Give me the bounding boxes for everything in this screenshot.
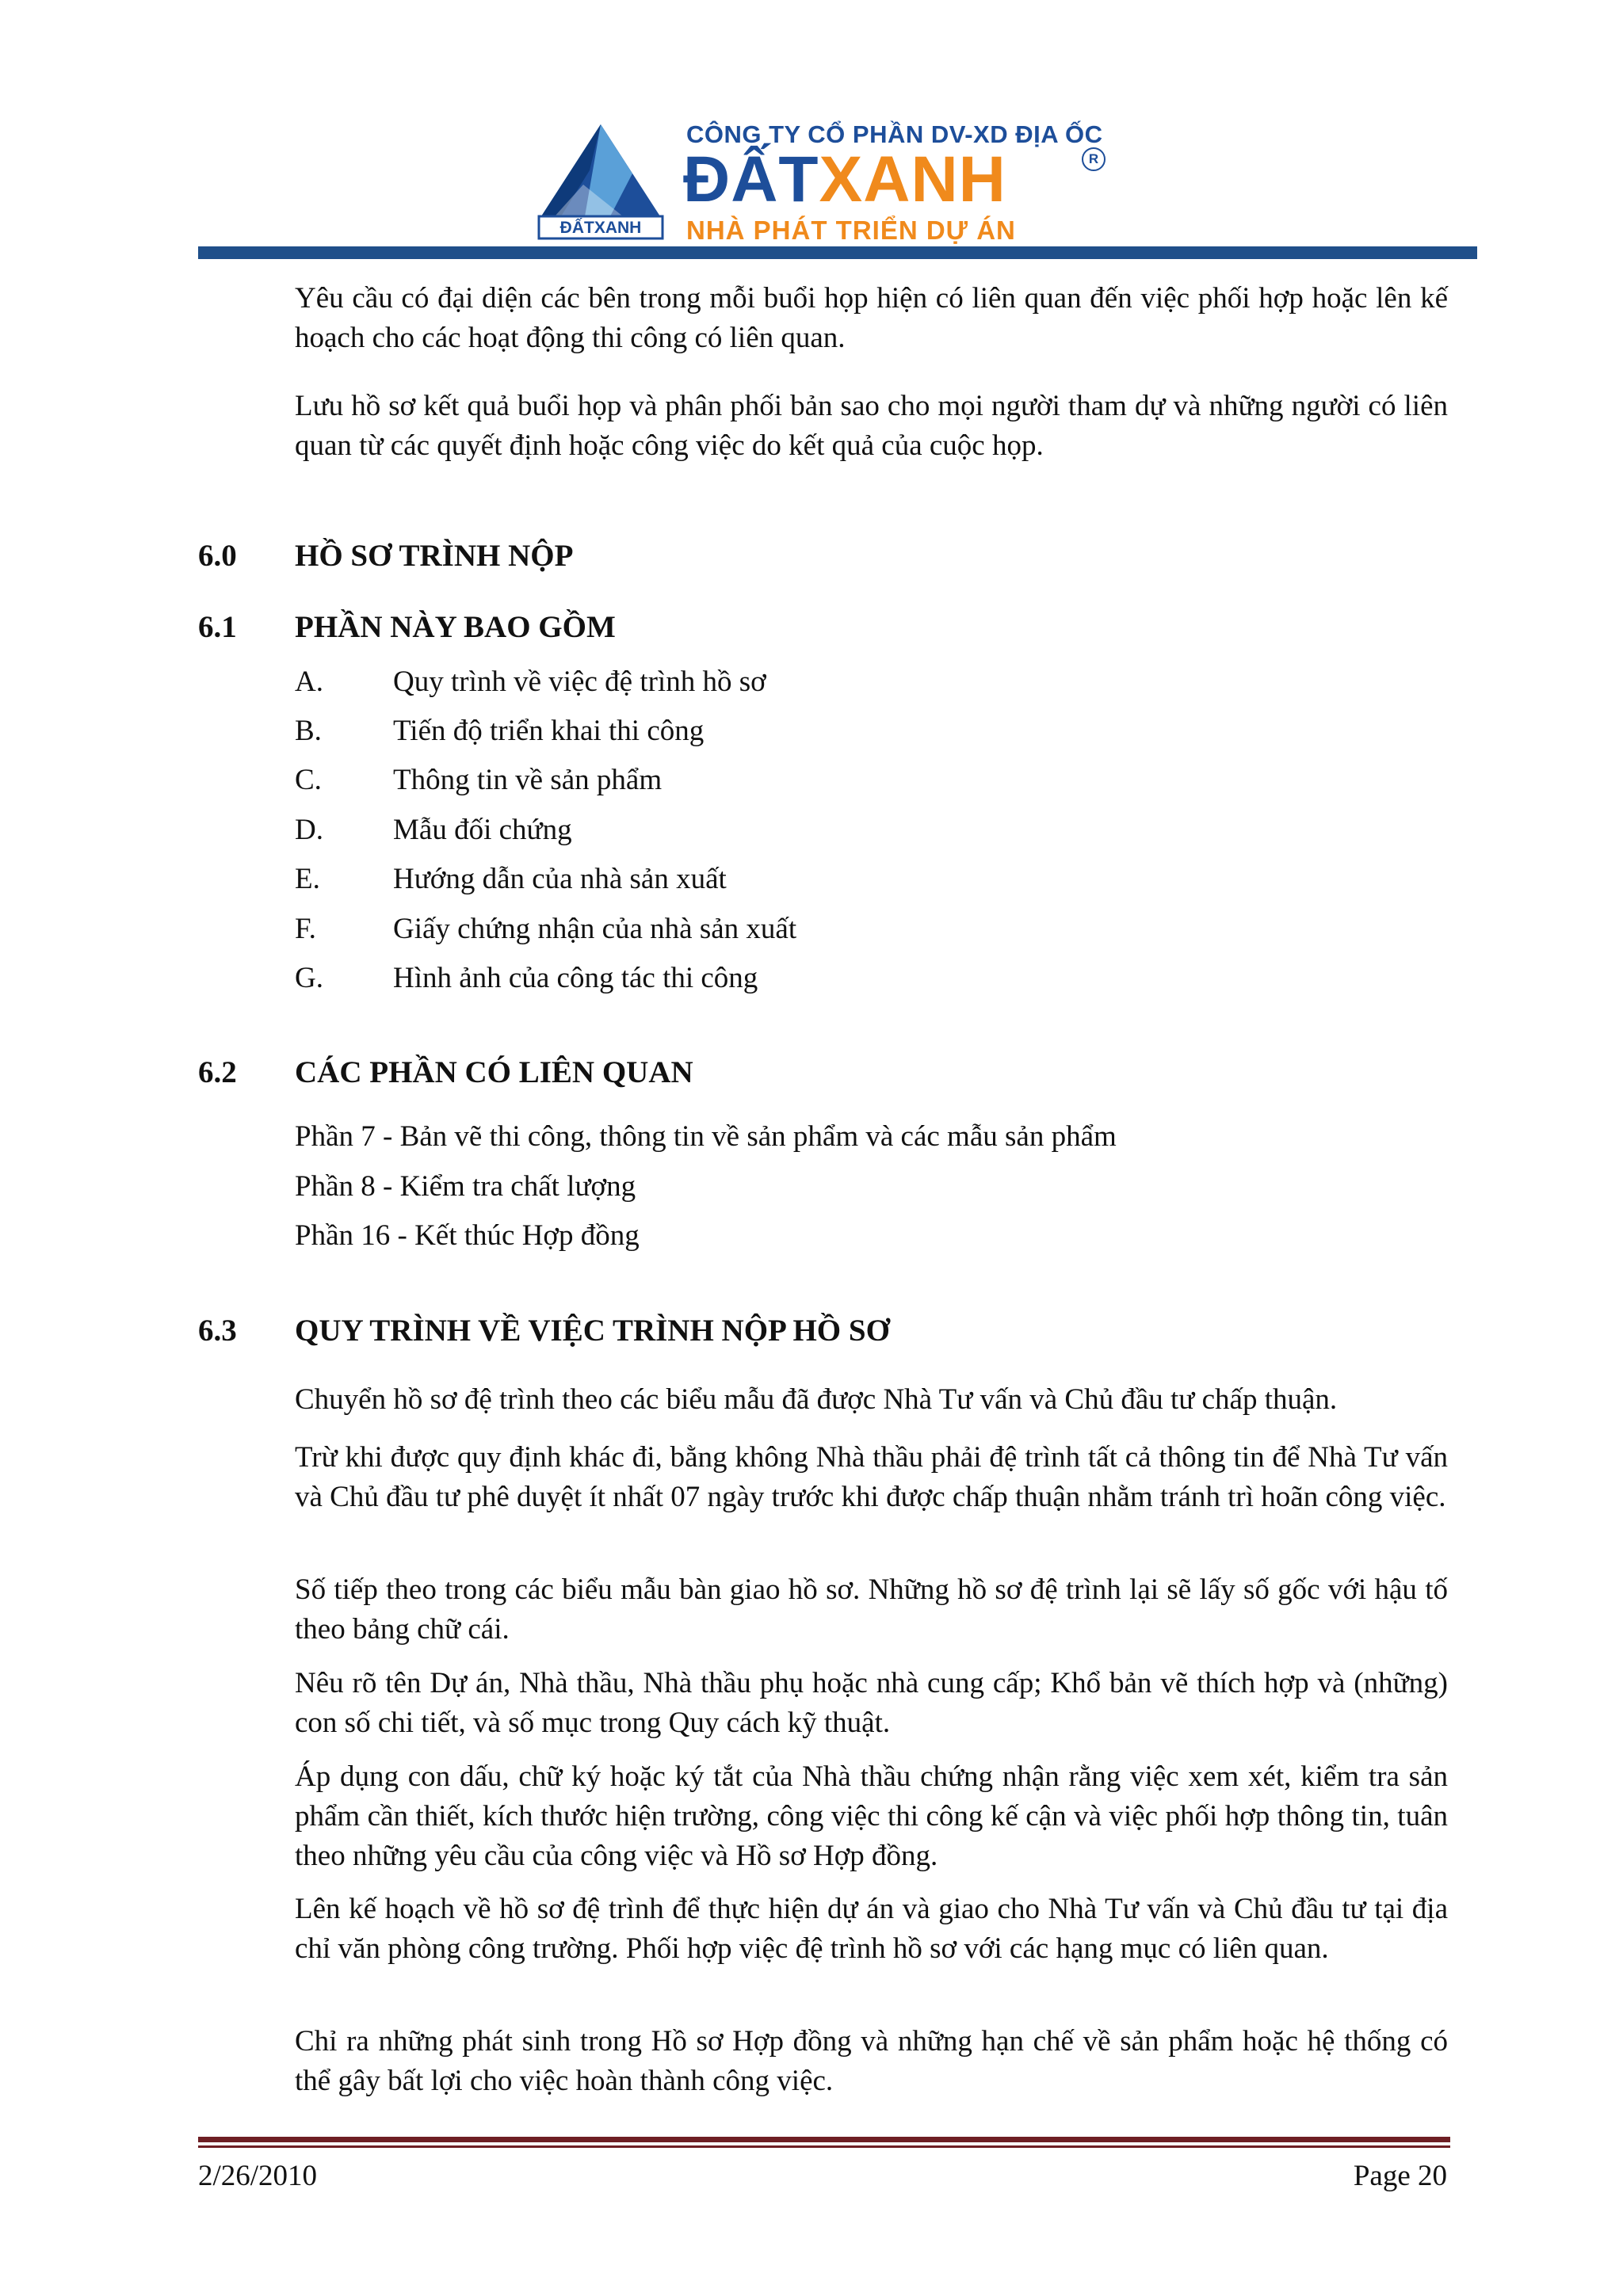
brand-name — [683, 143, 1006, 215]
brand-part-xanh: XANH — [819, 143, 1006, 215]
list-item-letter: B. — [295, 715, 322, 747]
related-section-ref: Phần 7 - Bản vẽ thi công, thông tin về sản phẩm và các mẫu sản phẩm — [295, 1120, 1117, 1153]
registered-trademark-icon: R — [1082, 147, 1106, 171]
company-logo-icon — [537, 123, 664, 242]
list-item: Thông tin về sản phẩm — [393, 764, 663, 796]
list-item: Giấy chứng nhận của nhà sản xuất — [393, 913, 797, 945]
section-6-3-title: QUY TRÌNH VỀ VIỆC TRÌNH NỘP HỒ SƠ — [295, 1314, 890, 1348]
list-item-letter: G. — [295, 962, 323, 994]
company-name: CÔNG TY CỔ PHẦN DV-XD ĐỊA ỐC — [686, 120, 1103, 148]
page-number: Page 20 — [1353, 2160, 1447, 2192]
section-6-3-number: 6.3 — [198, 1314, 237, 1348]
header-divider — [198, 246, 1477, 259]
brand-part-dat: ĐẤT — [683, 143, 819, 215]
section-paragraph: Số tiếp theo trong các biểu mẫu bàn giao hồ sơ. Những hồ sơ đệ trình lại sẽ lấy số gốc với hậu tố theo bảng chữ cái. — [295, 1573, 1448, 1646]
list-item-letter: D. — [295, 814, 323, 846]
section-paragraph: Chuyển hồ sơ đệ trình theo các biểu mẫu đã được Nhà Tư vấn và Chủ đầu tư chấp thuận. — [295, 1383, 1338, 1416]
related-section-ref: Phần 8 - Kiểm tra chất lượng — [295, 1170, 636, 1203]
footer-date: 2/26/2010 — [198, 2160, 318, 2192]
section-paragraph: Áp dụng con dấu, chữ ký hoặc ký tắt của Nhà thầu chứng nhận rằng việc xem xét, kiểm tra sản phẩm cần thiết, kích thước hiện trường, công việc thi công kế cận và việc phối hợp thông tin, tuân theo những yêu cầu của công việc và Hồ sơ Hợp đồng. — [295, 1760, 1448, 1872]
intro-paragraph-2: Lưu hồ sơ kết quả buổi họp và phân phối bản sao cho mọi người tham dự và những người có liên quan từ các quyết định hoặc công việc do kết quả của cuộc họp. — [295, 390, 1448, 462]
company-tagline: NHÀ PHÁT TRIỂN DỰ ÁN — [686, 215, 1016, 245]
section-6-1-title: PHẦN NÀY BAO GỒM — [295, 610, 616, 644]
intro-paragraph-1: Yêu cầu có đại diện các bên trong mỗi buổi họp hiện có liên quan đến việc phối hợp hoặc lên kế hoạch cho các hoạt động thi công có liên quan. — [295, 282, 1448, 354]
section-paragraph: Chỉ ra những phát sinh trong Hồ sơ Hợp đồng và những hạn chế về sản phẩm hoặc hệ thống có thể gây bất lợi cho việc hoàn thành công việc. — [295, 2025, 1448, 2097]
section-6-2-title: CÁC PHẦN CÓ LIÊN QUAN — [295, 1055, 693, 1089]
logo-wordmark: ĐẤTXANH — [559, 219, 642, 237]
footer-divider-thin — [198, 2145, 1450, 2148]
list-item: Hình ảnh của công tác thi công — [393, 962, 758, 994]
section-6-2-number: 6.2 — [198, 1055, 237, 1089]
section-6-1-number: 6.1 — [198, 610, 237, 644]
list-item-letter: A. — [295, 666, 323, 698]
footer-divider — [198, 2137, 1450, 2142]
section-paragraph: Nêu rõ tên Dự án, Nhà thầu, Nhà thầu phụ hoặc nhà cung cấp; Khổ bản vẽ thích hợp và (những) con số chi tiết, và số mục trong Quy cách kỹ thuật. — [295, 1667, 1448, 1739]
list-item: Hướng dẫn của nhà sản xuất — [393, 863, 727, 895]
section-6-0-number: 6.0 — [198, 539, 237, 573]
section-paragraph: Lên kế hoạch về hồ sơ đệ trình để thực hiện dự án và giao cho Nhà Tư vấn và Chủ đầu tư tại địa chỉ văn phòng công trường. Phối hợp việc đệ trình hồ sơ với các hạng mục có liên quan. — [295, 1893, 1448, 1965]
section-6-0-title: HỒ SƠ TRÌNH NỘP — [295, 539, 574, 573]
list-item-letter: E. — [295, 863, 320, 895]
list-item-letter: C. — [295, 764, 322, 796]
list-item: Mẫu đối chứng — [393, 814, 572, 846]
related-section-ref: Phần 16 - Kết thúc Hợp đồng — [295, 1219, 640, 1252]
section-paragraph: Trừ khi được quy định khác đi, bằng không Nhà thầu phải đệ trình tất cả thông tin để Nhà Tư vấn và Chủ đầu tư phê duyệt ít nhất 07 ngày trước khi được chấp thuận nhằm tránh trì hoãn công việc. — [295, 1441, 1448, 1513]
list-item: Tiến độ triển khai thi công — [393, 715, 705, 747]
list-item: Quy trình về việc đệ trình hồ sơ — [393, 666, 766, 698]
list-item-letter: F. — [295, 913, 316, 945]
